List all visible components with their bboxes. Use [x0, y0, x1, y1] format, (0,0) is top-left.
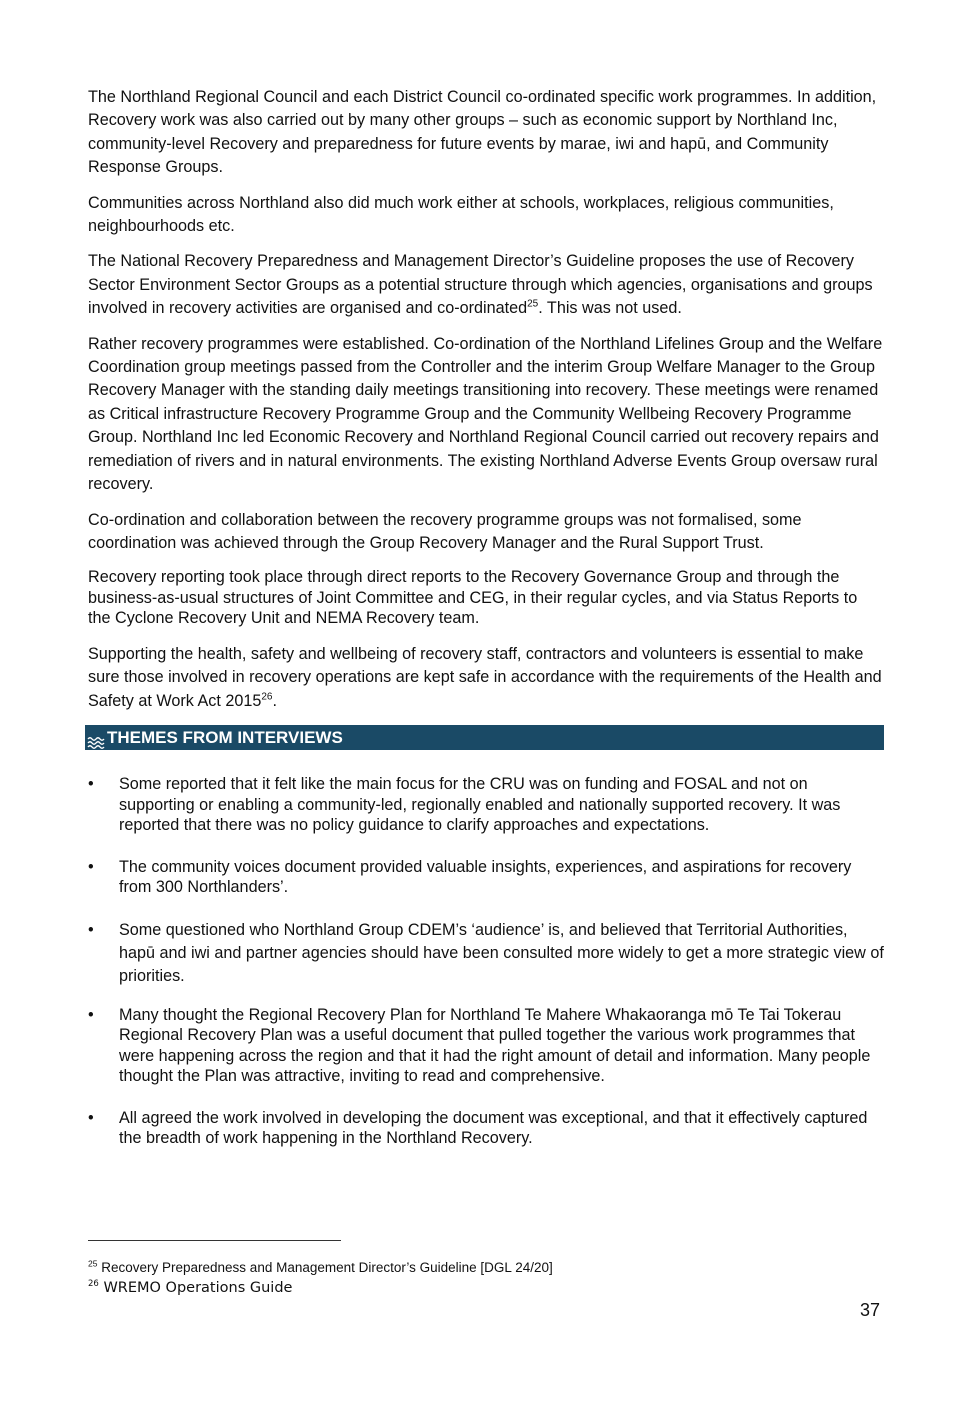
paragraph-text-end: . This was not used. [538, 299, 682, 318]
footnotes [88, 1257, 788, 1299]
paragraph-text: Rather recovery programmes were established. Co-ordination of the Northland Lifelines Group and the Welfare Coordination group meetings passed from the Controller and the interim Group Welfare Manager to the Group Recovery Manager with the standing daily meetings transitioning into recovery. These meetings were renamed as Critical infrastructure Recovery Programme Group and the Community Wellbeing Recovery Programme Group. Northland Inc led Economic Recovery and Northland Regional Council carried out recovery repairs and remediation of rivers and in natural environments. The existing Northland Adverse Events Group oversaw rural recovery. [88, 334, 883, 494]
footnote-26 [88, 1278, 788, 1299]
paragraph-text-end: . [272, 691, 277, 710]
list-item [88, 857, 884, 898]
footnote-25 [88, 1257, 788, 1278]
paragraph-text: Recovery reporting took place through direct reports to the Recovery Governance Group and through the business-as-usual structures of Joint Committee and CEG, in their regular cycles, and via Status Reports to the Cyclone Recovery Unit and NEMA Recovery team. [88, 568, 858, 628]
paragraph-text: Supporting the health, safety and wellbeing of recovery staff, contractors and volunteers is essential to make sure those involved in recovery operations are kept safe in accordance with the requirements of the Health and Safety at Work Act 2015 [88, 644, 882, 710]
list-item [88, 1005, 884, 1087]
paragraph-text: Co-ordination and collaboration between the recovery programme groups was not formalised, some coordination was achieved through the Group Recovery Manager and the Rural Support Trust. [88, 510, 802, 552]
list-item [88, 1108, 884, 1149]
page-number: 37 [859, 1300, 880, 1320]
section-heading-bar [85, 725, 884, 750]
footnote-number: 26 [88, 1279, 99, 1290]
list-item-text: Some questioned who Northland Group CDEM’s ‘audience’ is, and believed that Territorial Authorities, hapū and iwi and partner agencies should have been consulted more widely to get a more strategic view of priorities. [119, 920, 884, 986]
waves-icon [87, 731, 105, 745]
bullet: • [88, 1108, 94, 1127]
bullet: • [88, 775, 94, 794]
footnote-text: WREMO Operations Guide [103, 1280, 293, 1296]
main-content [88, 86, 884, 1170]
paragraph-programmes-established [88, 333, 884, 497]
bullet: • [88, 1005, 94, 1024]
paragraph-council-programmes [88, 86, 884, 180]
paragraph-reporting [88, 567, 884, 629]
paragraph-text: The National Recovery Preparedness and Management Director’s Guideline proposes the use of Recovery Sector Environment Sector Groups as a potential structure through which agencies, organisations and groups involved in recovery activities are organised and co-ordinated [88, 252, 873, 318]
footnote-ref-25[interactable]: 25 [527, 298, 539, 310]
list-item-text: All agreed the work involved in developing the document was exceptional, and that it effectively captured the breadth of work happening in the Northland Recovery. [119, 1108, 868, 1148]
list-item-text: Some reported that it felt like the main focus for the CRU was on funding and FOSAL and not on supporting or enabling a community-led, regionally enabled and nationally supported recovery. It was reported that there was no policy guidance to clarify approaches and expectations. [119, 775, 841, 835]
paragraph-text: The Northland Regional Council and each District Council co-ordinated specific work programmes. In addition, Recovery work was also carried out by many other groups – such as economic support by Northland Inc, community-level Recovery and preparedness for future events by marae, iwi and hapū, and Community Response Groups. [88, 88, 877, 177]
list-item [88, 774, 884, 836]
list-item [88, 919, 884, 989]
bullet: • [88, 857, 94, 876]
paragraph-communities [88, 192, 884, 239]
paragraph-guideline [88, 250, 884, 320]
bullet: • [88, 920, 94, 939]
paragraph-coordination [88, 509, 884, 556]
footnote-ref-26[interactable]: 26 [261, 691, 273, 703]
list-item-text: Many thought the Regional Recovery Plan for Northland Te Mahere Whakaoranga mō Te Tai Tokerau Regional Recovery Plan was a useful document that pulled together the various work programmes that were happening across the region and that it had the right amount of detail and information. Many people thought the Plan was attractive, inviting to read and comprehensive. [119, 1005, 871, 1086]
section-heading: THEMES FROM INTERVIEWS [107, 728, 343, 748]
footnote-text: Recovery Preparedness and Management Director’s Guideline [DGL 24/20] [101, 1260, 553, 1275]
footnote-divider [88, 1240, 341, 1241]
list-item-text: The community voices document provided valuable insights, experiences, and aspirations for recovery from 300 Northlanders’. [119, 857, 852, 897]
paragraph-health-safety [88, 643, 884, 713]
themes-list [88, 774, 884, 1149]
paragraph-text: Communities across Northland also did much work either at schools, workplaces, religious communities, neighbourhoods etc. [88, 193, 834, 236]
footnote-number: 25 [88, 1258, 98, 1269]
